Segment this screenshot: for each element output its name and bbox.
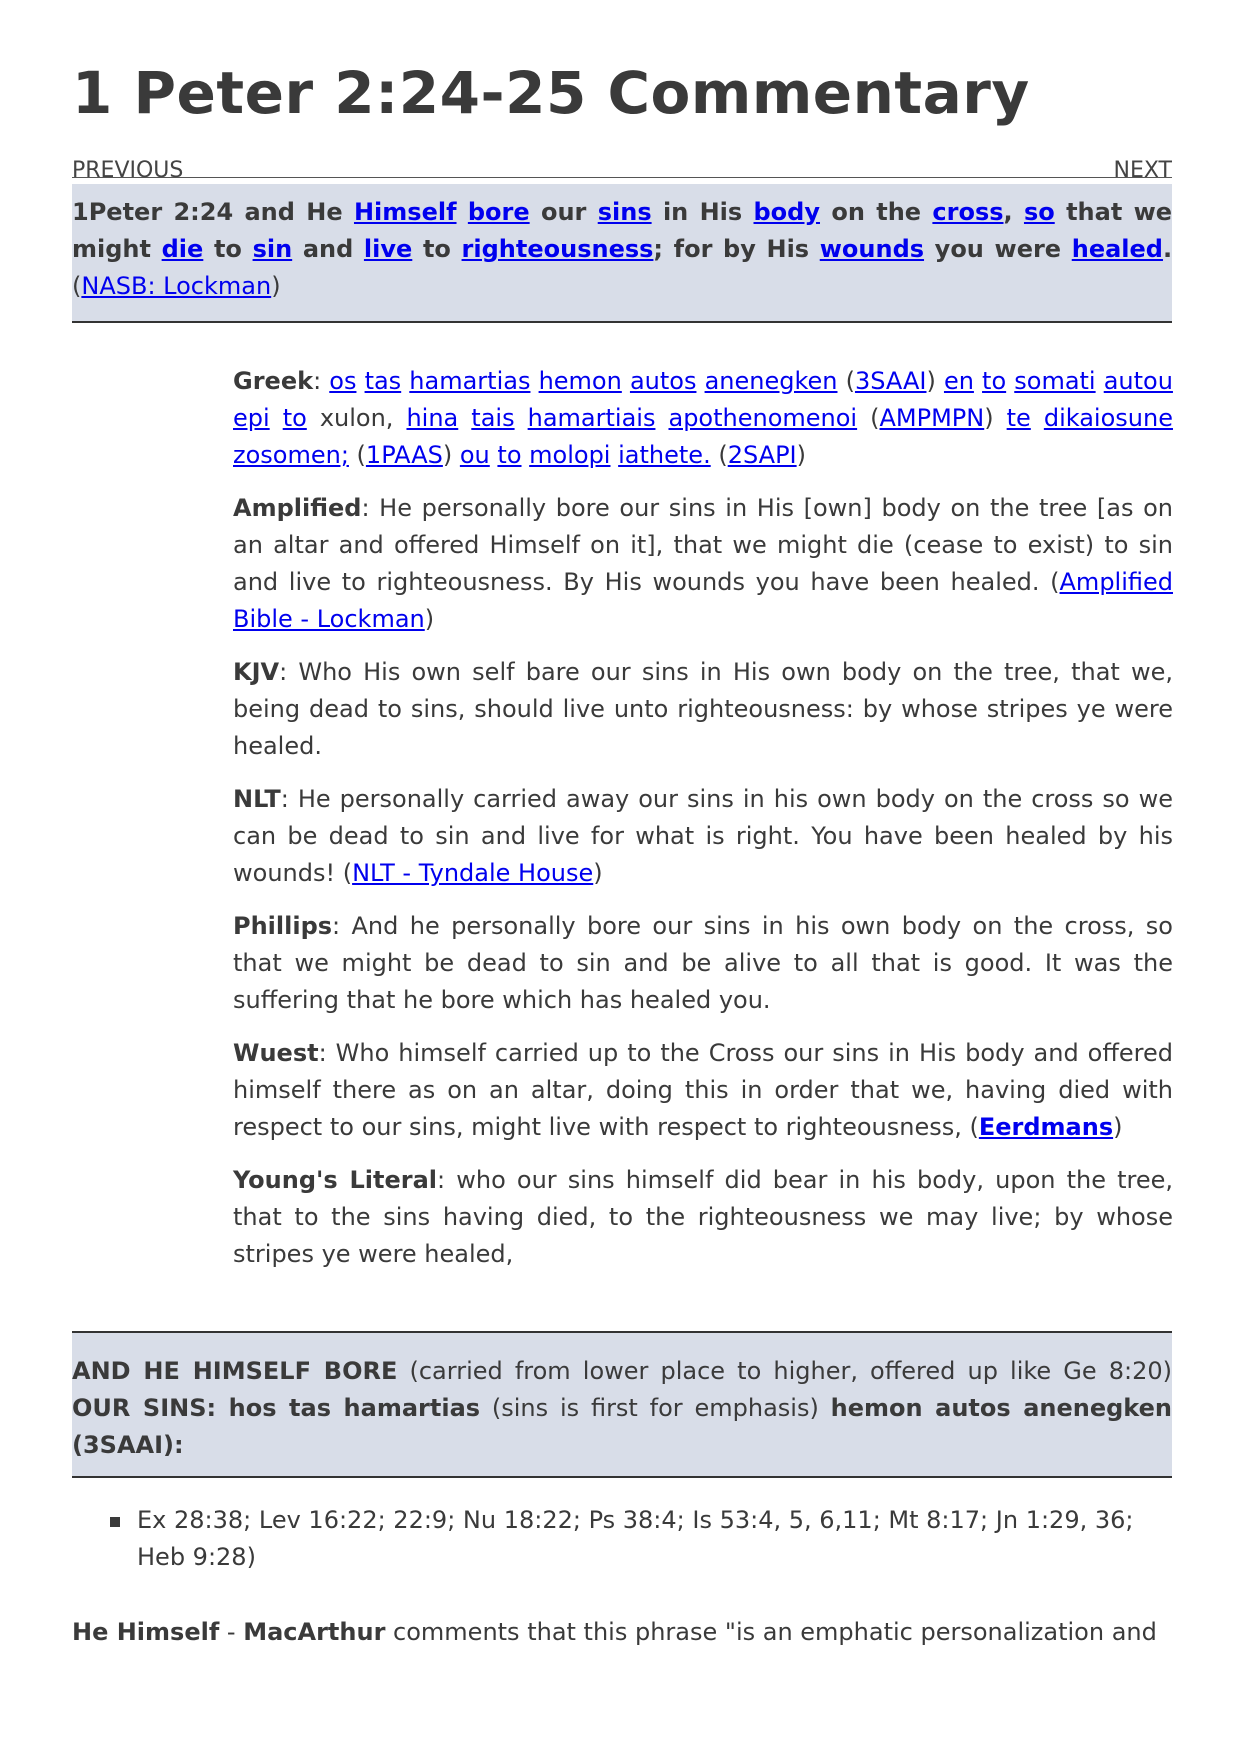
wuest-text: : Who himself carried up to the Cross our sins in His body and offered himself there as on an altar, doing this in order that we, having died with respect to our sins, might live with respect to righteousness, ( — [233, 1039, 1173, 1141]
translations — [233, 363, 1173, 1273]
greek-translation: Greek: os tas hamartias hemon autos anenegken (3SAAI) en to somati autou epi to xulon, hina tais hamartiais apothenomenoi (AMPMPN) te dikaiosune zosomen; (1PAAS) ou to molopi iathete. (2SAPI) — [233, 367, 1173, 469]
greek-word-link[interactable]: os — [329, 367, 357, 395]
comment-text: comments that this phrase "is an emphatic personalization and — [385, 1618, 1157, 1646]
phillips-translation — [233, 908, 1173, 1019]
greek-word-link[interactable]: dikaiosune — [1043, 404, 1173, 432]
previous-link[interactable]: PREVIOUS — [72, 158, 184, 183]
verse-text: and — [302, 235, 354, 263]
nlt-translation: NLT: He personally carried away our sins in his own body on the cross so we can be dead to sin and live for what is right. You have been healed by his wounds! (NLT - Tyndale House) — [233, 785, 1173, 887]
verse-text: that we might — [72, 198, 1173, 263]
verse-ref: 1Peter 2:24 and He — [72, 198, 343, 226]
phrase-heading-box — [72, 1331, 1172, 1478]
greek-word-link[interactable]: ou — [459, 441, 490, 469]
verse-text: on the — [831, 198, 922, 226]
amplified-translation: Amplified: He personally bore our sins in His [own] body on the tree [as on an altar and offered Himself on it], that we might die (cease to exist) to sin and live to righteousness. By His wounds you have been healed. (Amplified Bible - Lockman) — [233, 494, 1173, 633]
greek-word-link[interactable]: to — [282, 404, 307, 432]
parsing-link[interactable]: 2SAPI — [727, 441, 797, 469]
page-title: 1 Peter 2:24-25 Commentary — [72, 59, 1030, 127]
verse-box: 1Peter 2:24 and He Himself bore our sins in His body on the cross, so that we might die to sin and live to righteousness; for by His wounds you were healed. (NASB: Lockman) — [72, 184, 1172, 323]
commentary-paragraph — [72, 1614, 1172, 1651]
cross-references-list — [72, 1502, 1172, 1576]
phrase-bold: hemon autos anenegken (3SAAI): — [72, 1394, 1172, 1459]
greek-word-link[interactable]: hamartiais — [527, 404, 656, 432]
phillips-text: : And he personally bore our sins in his own body on the cross, so that we might be dead to sin and be alive to all that is good. It was the suffering that he bore which has healed you. — [233, 912, 1173, 1014]
nlt-source-link[interactable]: NLT - Tyndale House — [352, 859, 594, 887]
word-link-bore[interactable]: bore — [467, 198, 530, 226]
greek-word-link[interactable]: to — [497, 441, 522, 469]
greek-word-link[interactable]: tas — [364, 367, 402, 395]
word-link-sins[interactable]: sins — [597, 198, 652, 226]
greek-word-link[interactable]: apothenomenoi — [668, 404, 858, 432]
parsing-link[interactable]: AMPMPN — [879, 404, 985, 432]
word-link-cross[interactable]: cross — [932, 198, 1004, 226]
word-link-righteousness[interactable]: righteousness — [461, 235, 654, 263]
greek-word-link[interactable]: autos — [629, 367, 697, 395]
verse-text: ; for by His — [653, 235, 810, 263]
word-link-body[interactable]: body — [753, 198, 820, 226]
verse-text: you were — [934, 235, 1062, 263]
youngs-label: Young's Literal — [233, 1166, 438, 1194]
comment-separator: - — [219, 1618, 244, 1646]
nlt-label: NLT — [233, 785, 281, 813]
greek-word-link[interactable]: molopi — [529, 441, 611, 469]
word-link-so[interactable]: so — [1023, 198, 1055, 226]
comment-author: MacArthur — [243, 1618, 386, 1646]
phrase-bold: AND HE HIMSELF BORE — [72, 1357, 398, 1385]
verse-text: our — [540, 198, 587, 226]
amplified-label: Amplified — [233, 494, 362, 522]
greek-word-link[interactable]: zosomen; — [233, 441, 349, 469]
greek-word-link[interactable]: hemon — [538, 367, 622, 395]
greek-label: Greek — [233, 367, 314, 395]
greek-word-link[interactable]: to — [982, 367, 1007, 395]
greek-word-link[interactable]: somati — [1014, 367, 1096, 395]
phrase-note: (carried from lower place to higher, offered up like Ge 8:20) — [397, 1357, 1172, 1385]
greek-word-link[interactable]: hamartias — [409, 367, 531, 395]
pager-divider — [72, 177, 1172, 178]
word-link-die[interactable]: die — [161, 235, 204, 263]
comment-term: He Himself — [72, 1618, 220, 1646]
phrase-bold: OUR SINS: hos tas hamartias — [72, 1394, 481, 1422]
word-link-himself[interactable]: Himself — [353, 198, 457, 226]
word-link-wounds[interactable]: wounds — [819, 235, 925, 263]
nasb-source-link[interactable]: NASB: Lockman — [81, 272, 272, 300]
greek-word-link[interactable]: hina — [406, 404, 459, 432]
phrase-note: (sins is first for emphasis) — [480, 1394, 831, 1422]
amplified-text: : He personally bore our sins in His [own] body on the tree [as on an altar and offered Himself on it], that we might die (cease to exist) to sin and live to righteousness. By His wounds you have been healed. ( — [233, 494, 1173, 596]
phillips-label: Phillips — [233, 912, 333, 940]
eerdmans-source-link[interactable]: Eerdmans — [978, 1113, 1114, 1141]
youngs-text: : who our sins himself did bear in his body, upon the tree, that to the sins having died, to the righteousness we may live; by whose stripes ye were healed, — [233, 1166, 1174, 1268]
parsing-link[interactable]: 3SAAI — [854, 367, 927, 395]
kjv-text: : Who His own self bare our sins in His own body on the tree, that we, being dead to sins, should live unto righteousness: by whose stripes ye were healed. — [233, 658, 1173, 760]
nlt-text: : He personally carried away our sins in his own body on the cross so we can be dead to sin and live for what is right. You have been healed by his wounds! ( — [233, 785, 1173, 887]
verse-source: (NASB: Lockman) — [72, 272, 281, 300]
pager — [72, 158, 1172, 184]
wuest-label: Wuest — [233, 1039, 319, 1067]
page — [72, 0, 1172, 1651]
greek-word-link[interactable]: te — [1006, 404, 1031, 432]
word-link-healed[interactable]: healed — [1071, 235, 1163, 263]
kjv-label: KJV — [233, 658, 280, 686]
greek-plain-word: xulon, — [319, 404, 394, 432]
verse-text: to — [213, 235, 242, 263]
greek-word-link[interactable]: epi — [233, 404, 270, 432]
greek-word-link[interactable]: tais — [471, 404, 515, 432]
greek-word-link[interactable]: autou — [1103, 367, 1173, 395]
parsing-link[interactable]: 1PAAS — [365, 441, 443, 469]
next-link[interactable]: NEXT — [1113, 158, 1172, 183]
word-link-sin[interactable]: sin — [252, 235, 293, 263]
amplified-source-link[interactable]: Amplified Bible - Lockman — [233, 568, 1173, 633]
greek-word-link[interactable]: anenegken — [704, 367, 838, 395]
kjv-translation — [233, 654, 1173, 765]
verse-text: in His — [662, 198, 743, 226]
greek-word-link[interactable]: iathete. — [618, 441, 711, 469]
word-link-live[interactable]: live — [363, 235, 413, 263]
verse-text: to — [422, 235, 451, 263]
list-item: Ex 28:38; Lev 16:22; 22:9; Nu 18:22; Ps 38:4; Is 53:4, 5, 6,11; Mt 8:17; Jn 1:29, 36; Heb 9:28) — [137, 1502, 1172, 1576]
youngs-translation — [233, 1162, 1173, 1273]
wuest-translation: Wuest: Who himself carried up to the Cross our sins in His body and offered himself there as on an altar, doing this in order that we, having died with respect to our sins, might live with respect to righteousness, (Eerdmans) — [233, 1039, 1173, 1141]
greek-word-link[interactable]: en — [943, 367, 974, 395]
